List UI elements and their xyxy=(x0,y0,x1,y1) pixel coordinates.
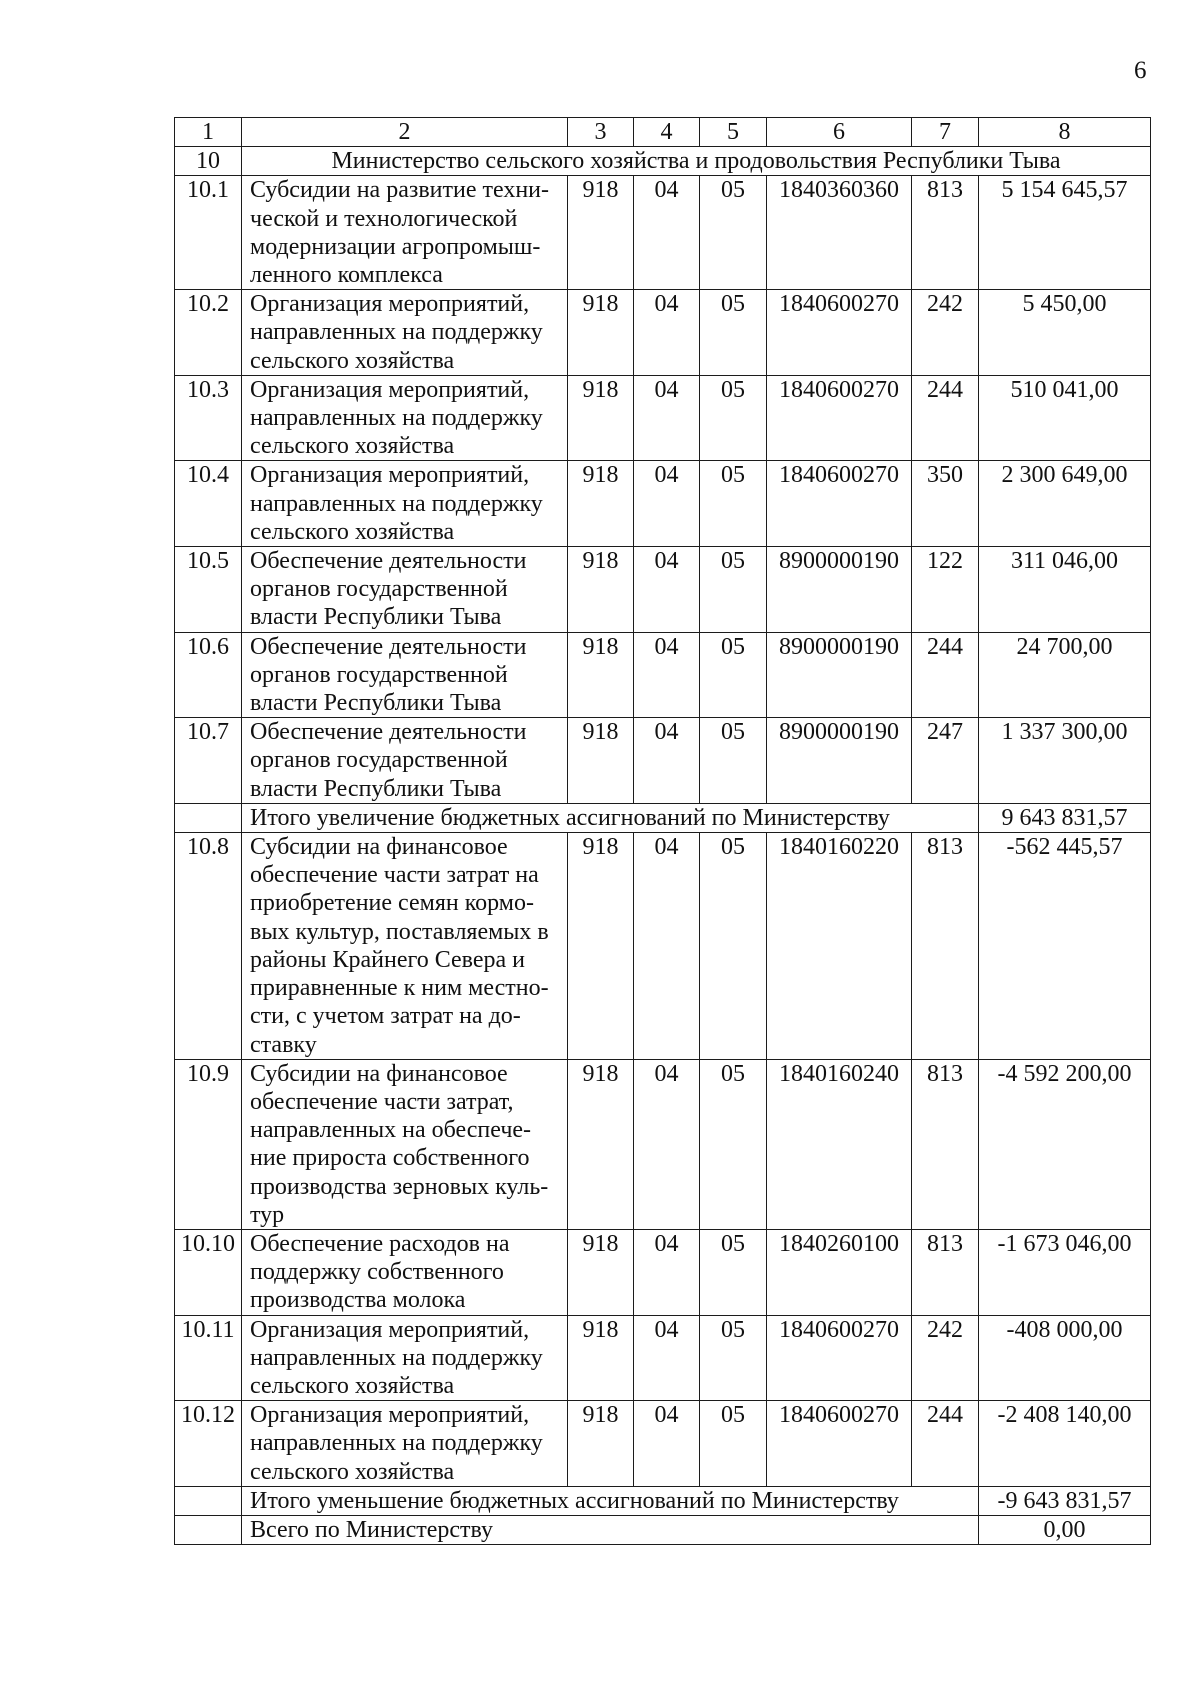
column-header: 6 xyxy=(767,118,912,147)
row-number: 10.2 xyxy=(175,290,242,376)
table-row xyxy=(175,547,1151,633)
cell-col5: 05 xyxy=(700,632,767,718)
row-description: Организация мероприятий, направленных на поддержку сельского хозяйства xyxy=(242,1315,568,1401)
cell-col4: 04 xyxy=(634,1059,700,1229)
cell-amount: -408 000,00 xyxy=(979,1315,1151,1401)
cell-amount: -2 408 140,00 xyxy=(979,1401,1151,1487)
row-description: Субсидии на финансовое обеспечение части затрат на приобретение семян кормо- вых культур, поставляемых в районы Крайнего Севера и приравненные к ним местно- сти, с учетом затрат на до- ставку xyxy=(242,833,568,1060)
cell-col3: 918 xyxy=(568,375,634,461)
cell-amount: -562 445,57 xyxy=(979,833,1151,1060)
row-number: 10 xyxy=(175,147,242,176)
table-row xyxy=(175,632,1151,718)
cell-col4: 04 xyxy=(634,547,700,633)
row-description: Субсидии на развитие техни- ческой и технологической модернизации агропромыш- ленного комплекса xyxy=(242,176,568,290)
table-row xyxy=(175,290,1151,376)
table-row xyxy=(175,833,1151,1060)
cell-amount: -4 592 200,00 xyxy=(979,1059,1151,1229)
cell-col4: 04 xyxy=(634,1401,700,1487)
cell-col6: 1840600270 xyxy=(767,375,912,461)
column-header: 8 xyxy=(979,118,1151,147)
row-description: Организация мероприятий, направленных на поддержку сельского хозяйства xyxy=(242,461,568,547)
cell-amount: 5 154 645,57 xyxy=(979,176,1151,290)
increase-total-amount: 9 643 831,57 xyxy=(979,803,1151,832)
decrease-total-amount: -9 643 831,57 xyxy=(979,1486,1151,1515)
cell-amount: 5 450,00 xyxy=(979,290,1151,376)
budget-table xyxy=(174,117,1151,1545)
row-number: 10.12 xyxy=(175,1401,242,1487)
row-number: 10.3 xyxy=(175,375,242,461)
row-number: 10.5 xyxy=(175,547,242,633)
empty-cell xyxy=(175,803,242,832)
cell-col3: 918 xyxy=(568,632,634,718)
cell-col5: 05 xyxy=(700,1401,767,1487)
increase-total-label: Итого увеличение бюджетных ассигнований по Министерству xyxy=(242,803,979,832)
row-description: Обеспечение деятельности органов государственной власти Республики Тыва xyxy=(242,547,568,633)
cell-col7: 350 xyxy=(912,461,979,547)
row-number: 10.11 xyxy=(175,1315,242,1401)
cell-col4: 04 xyxy=(634,718,700,804)
cell-col3: 918 xyxy=(568,718,634,804)
cell-col5: 05 xyxy=(700,461,767,547)
cell-col4: 04 xyxy=(634,1315,700,1401)
cell-col4: 04 xyxy=(634,375,700,461)
row-number: 10.4 xyxy=(175,461,242,547)
cell-col3: 918 xyxy=(568,1059,634,1229)
cell-col4: 04 xyxy=(634,632,700,718)
row-description: Обеспечение расходов на поддержку собственного производства молока xyxy=(242,1229,568,1315)
cell-col5: 05 xyxy=(700,290,767,376)
cell-col5: 05 xyxy=(700,1315,767,1401)
cell-col3: 918 xyxy=(568,833,634,1060)
table-row xyxy=(175,375,1151,461)
cell-col6: 8900000190 xyxy=(767,547,912,633)
cell-col5: 05 xyxy=(700,1059,767,1229)
ministry-row xyxy=(175,147,1151,176)
row-number: 10.6 xyxy=(175,632,242,718)
cell-col7: 244 xyxy=(912,375,979,461)
cell-col3: 918 xyxy=(568,461,634,547)
row-description: Обеспечение деятельности органов государственной власти Республики Тыва xyxy=(242,718,568,804)
grand-total-label: Всего по Министерству xyxy=(242,1515,979,1544)
cell-col3: 918 xyxy=(568,1401,634,1487)
cell-col3: 918 xyxy=(568,1315,634,1401)
cell-col6: 1840160240 xyxy=(767,1059,912,1229)
empty-cell xyxy=(175,1486,242,1515)
table-row xyxy=(175,718,1151,804)
cell-col5: 05 xyxy=(700,1229,767,1315)
table-row xyxy=(175,1229,1151,1315)
cell-col5: 05 xyxy=(700,718,767,804)
cell-col7: 242 xyxy=(912,1315,979,1401)
cell-col3: 918 xyxy=(568,290,634,376)
table-row xyxy=(175,176,1151,290)
column-header: 5 xyxy=(700,118,767,147)
row-description: Организация мероприятий, направленных на поддержку сельского хозяйства xyxy=(242,290,568,376)
cell-col6: 1840600270 xyxy=(767,290,912,376)
cell-col6: 1840160220 xyxy=(767,833,912,1060)
ministry-title: Министерство сельского хозяйства и продовольствия Республики Тыва xyxy=(242,147,1151,176)
empty-cell xyxy=(175,1515,242,1544)
cell-amount: 510 041,00 xyxy=(979,375,1151,461)
cell-col7: 244 xyxy=(912,632,979,718)
increase-total-row xyxy=(175,803,1151,832)
cell-col7: 813 xyxy=(912,1059,979,1229)
cell-amount: 1 337 300,00 xyxy=(979,718,1151,804)
row-number: 10.1 xyxy=(175,176,242,290)
table-row xyxy=(175,1401,1151,1487)
cell-col5: 05 xyxy=(700,176,767,290)
table-row xyxy=(175,461,1151,547)
cell-col4: 04 xyxy=(634,1229,700,1315)
cell-col5: 05 xyxy=(700,375,767,461)
cell-col7: 244 xyxy=(912,1401,979,1487)
cell-col3: 918 xyxy=(568,176,634,290)
column-header: 2 xyxy=(242,118,568,147)
row-description: Организация мероприятий, направленных на поддержку сельского хозяйства xyxy=(242,1401,568,1487)
row-description: Субсидии на финансовое обеспечение части затрат, направленных на обеспече- ние прироста собственного производства зерновых куль- тур xyxy=(242,1059,568,1229)
cell-amount: 2 300 649,00 xyxy=(979,461,1151,547)
cell-col6: 1840360360 xyxy=(767,176,912,290)
row-number: 10.10 xyxy=(175,1229,242,1315)
table-row xyxy=(175,1059,1151,1229)
row-description: Обеспечение деятельности органов государственной власти Республики Тыва xyxy=(242,632,568,718)
cell-col6: 1840600270 xyxy=(767,1315,912,1401)
cell-col6: 8900000190 xyxy=(767,718,912,804)
cell-amount: 24 700,00 xyxy=(979,632,1151,718)
cell-col7: 813 xyxy=(912,1229,979,1315)
column-header: 1 xyxy=(175,118,242,147)
column-header: 3 xyxy=(568,118,634,147)
row-number: 10.7 xyxy=(175,718,242,804)
table-row xyxy=(175,1315,1151,1401)
cell-col6: 1840600270 xyxy=(767,1401,912,1487)
cell-col6: 8900000190 xyxy=(767,632,912,718)
cell-amount: 311 046,00 xyxy=(979,547,1151,633)
cell-col7: 813 xyxy=(912,833,979,1060)
page-number: 6 xyxy=(1134,57,1147,84)
cell-col7: 247 xyxy=(912,718,979,804)
table-header-row xyxy=(175,118,1151,147)
cell-col7: 813 xyxy=(912,176,979,290)
cell-amount: -1 673 046,00 xyxy=(979,1229,1151,1315)
cell-col7: 242 xyxy=(912,290,979,376)
grand-total-row xyxy=(175,1515,1151,1544)
decrease-total-row xyxy=(175,1486,1151,1515)
cell-col4: 04 xyxy=(634,176,700,290)
cell-col6: 1840260100 xyxy=(767,1229,912,1315)
cell-col7: 122 xyxy=(912,547,979,633)
cell-col4: 04 xyxy=(634,461,700,547)
row-number: 10.9 xyxy=(175,1059,242,1229)
cell-col6: 1840600270 xyxy=(767,461,912,547)
decrease-total-label: Итого уменьшение бюджетных ассигнований по Министерству xyxy=(242,1486,979,1515)
row-number: 10.8 xyxy=(175,833,242,1060)
cell-col4: 04 xyxy=(634,290,700,376)
cell-col5: 05 xyxy=(700,833,767,1060)
cell-col5: 05 xyxy=(700,547,767,633)
cell-col3: 918 xyxy=(568,547,634,633)
row-description: Организация мероприятий, направленных на поддержку сельского хозяйства xyxy=(242,375,568,461)
column-header: 4 xyxy=(634,118,700,147)
cell-col3: 918 xyxy=(568,1229,634,1315)
cell-col4: 04 xyxy=(634,833,700,1060)
column-header: 7 xyxy=(912,118,979,147)
grand-total-amount: 0,00 xyxy=(979,1515,1151,1544)
